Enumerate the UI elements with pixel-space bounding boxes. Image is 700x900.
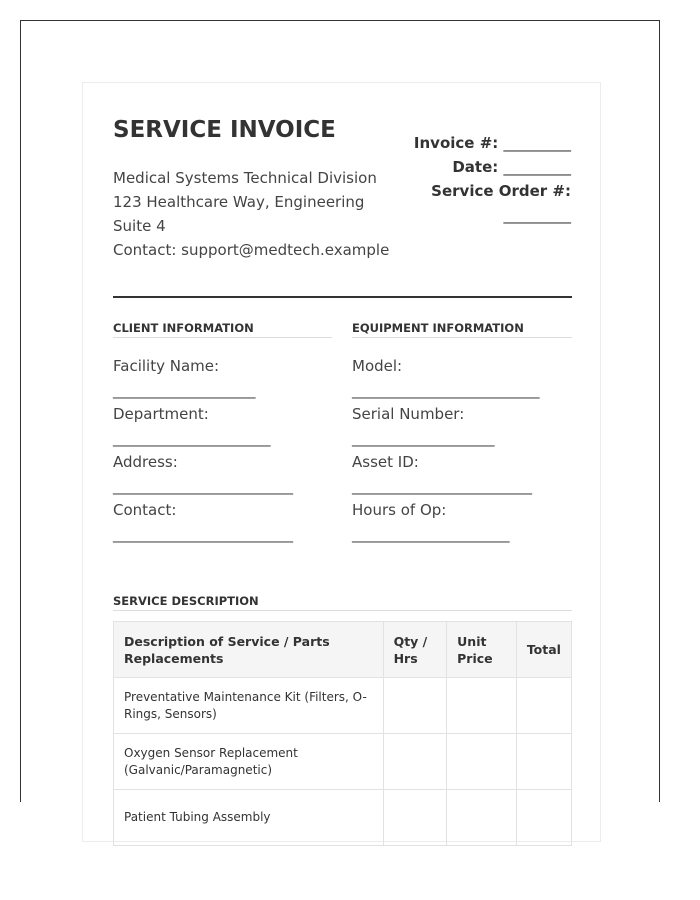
hours-of-op-label: Hours of Op: bbox=[352, 501, 447, 519]
hours-of-op-blank: _____________________ bbox=[352, 525, 510, 543]
service-order-label: Service Order #: bbox=[431, 182, 571, 200]
client-contact-blank: ________________________ bbox=[113, 525, 293, 543]
row-description: Oxygen Sensor Replacement (Galvanic/Paramagnetic) bbox=[114, 734, 384, 790]
issuer-name: Medical Systems Technical Division bbox=[113, 169, 377, 187]
client-info-fields bbox=[113, 354, 293, 546]
invoice-date-blank: _________ bbox=[503, 158, 571, 176]
issuer-contact: Contact: support@medtech.example bbox=[113, 241, 390, 259]
issuer-address-line2: Suite 4 bbox=[113, 217, 166, 235]
client-contact-label: Contact: bbox=[113, 501, 177, 519]
invoice-number-row bbox=[414, 131, 571, 155]
row-qty bbox=[383, 790, 447, 846]
service-order-blank: _________ bbox=[503, 206, 571, 224]
row-qty bbox=[383, 734, 447, 790]
asset-id-label: Asset ID: bbox=[352, 453, 419, 471]
invoice-number-label: Invoice #: bbox=[413, 134, 499, 152]
row-unit-price bbox=[447, 678, 517, 734]
row-description: Preventative Maintenance Kit (Filters, O-Rings, Sensors) bbox=[114, 678, 384, 734]
issuer-address-line1: 123 Healthcare Way, Engineering bbox=[113, 193, 365, 211]
column-header-qty: Qty / Hrs bbox=[383, 622, 447, 678]
page-frame bbox=[20, 20, 660, 824]
invoice-date-row bbox=[414, 155, 571, 179]
service-order-label-row bbox=[414, 179, 571, 203]
service-order-blank-row bbox=[414, 203, 571, 227]
issuer-address bbox=[113, 166, 389, 262]
model-blank: _________________________ bbox=[352, 381, 540, 399]
header-divider bbox=[113, 296, 572, 298]
row-description: Patient Tubing Assembly bbox=[114, 790, 384, 846]
equipment-info-fields bbox=[352, 354, 540, 546]
facility-name-label: Facility Name: bbox=[113, 357, 220, 375]
column-header-description: Description of Service / Parts Replacements bbox=[114, 622, 384, 678]
invoice-title: SERVICE INVOICE bbox=[113, 117, 336, 143]
model-label: Model: bbox=[352, 357, 403, 375]
client-info-heading: CLIENT INFORMATION bbox=[113, 321, 332, 338]
row-total bbox=[516, 678, 571, 734]
row-unit-price bbox=[447, 734, 517, 790]
serial-number-blank: ___________________ bbox=[352, 429, 495, 447]
client-address-blank: ________________________ bbox=[113, 477, 293, 495]
invoice-document bbox=[82, 82, 601, 842]
row-unit-price bbox=[447, 790, 517, 846]
row-total bbox=[516, 790, 571, 846]
row-qty bbox=[383, 678, 447, 734]
column-header-unit-price: Unit Price bbox=[447, 622, 517, 678]
department-label: Department: bbox=[113, 405, 209, 423]
service-table bbox=[113, 621, 572, 846]
row-total bbox=[516, 734, 571, 790]
table-row bbox=[114, 790, 572, 846]
column-header-total: Total bbox=[516, 622, 571, 678]
table-row bbox=[114, 734, 572, 790]
equipment-info-heading: EQUIPMENT INFORMATION bbox=[352, 321, 572, 338]
table-row bbox=[114, 678, 572, 734]
service-table-header-row bbox=[114, 622, 572, 678]
serial-number-label: Serial Number: bbox=[352, 405, 465, 423]
department-blank: _____________________ bbox=[113, 429, 271, 447]
service-description-heading: SERVICE DESCRIPTION bbox=[113, 594, 572, 611]
asset-id-blank: ________________________ bbox=[352, 477, 532, 495]
invoice-number-blank: _________ bbox=[503, 134, 571, 152]
facility-name-blank: ___________________ bbox=[113, 381, 256, 399]
invoice-date-label: Date: bbox=[452, 158, 499, 176]
client-address-label: Address: bbox=[113, 453, 178, 471]
invoice-meta bbox=[414, 131, 571, 227]
